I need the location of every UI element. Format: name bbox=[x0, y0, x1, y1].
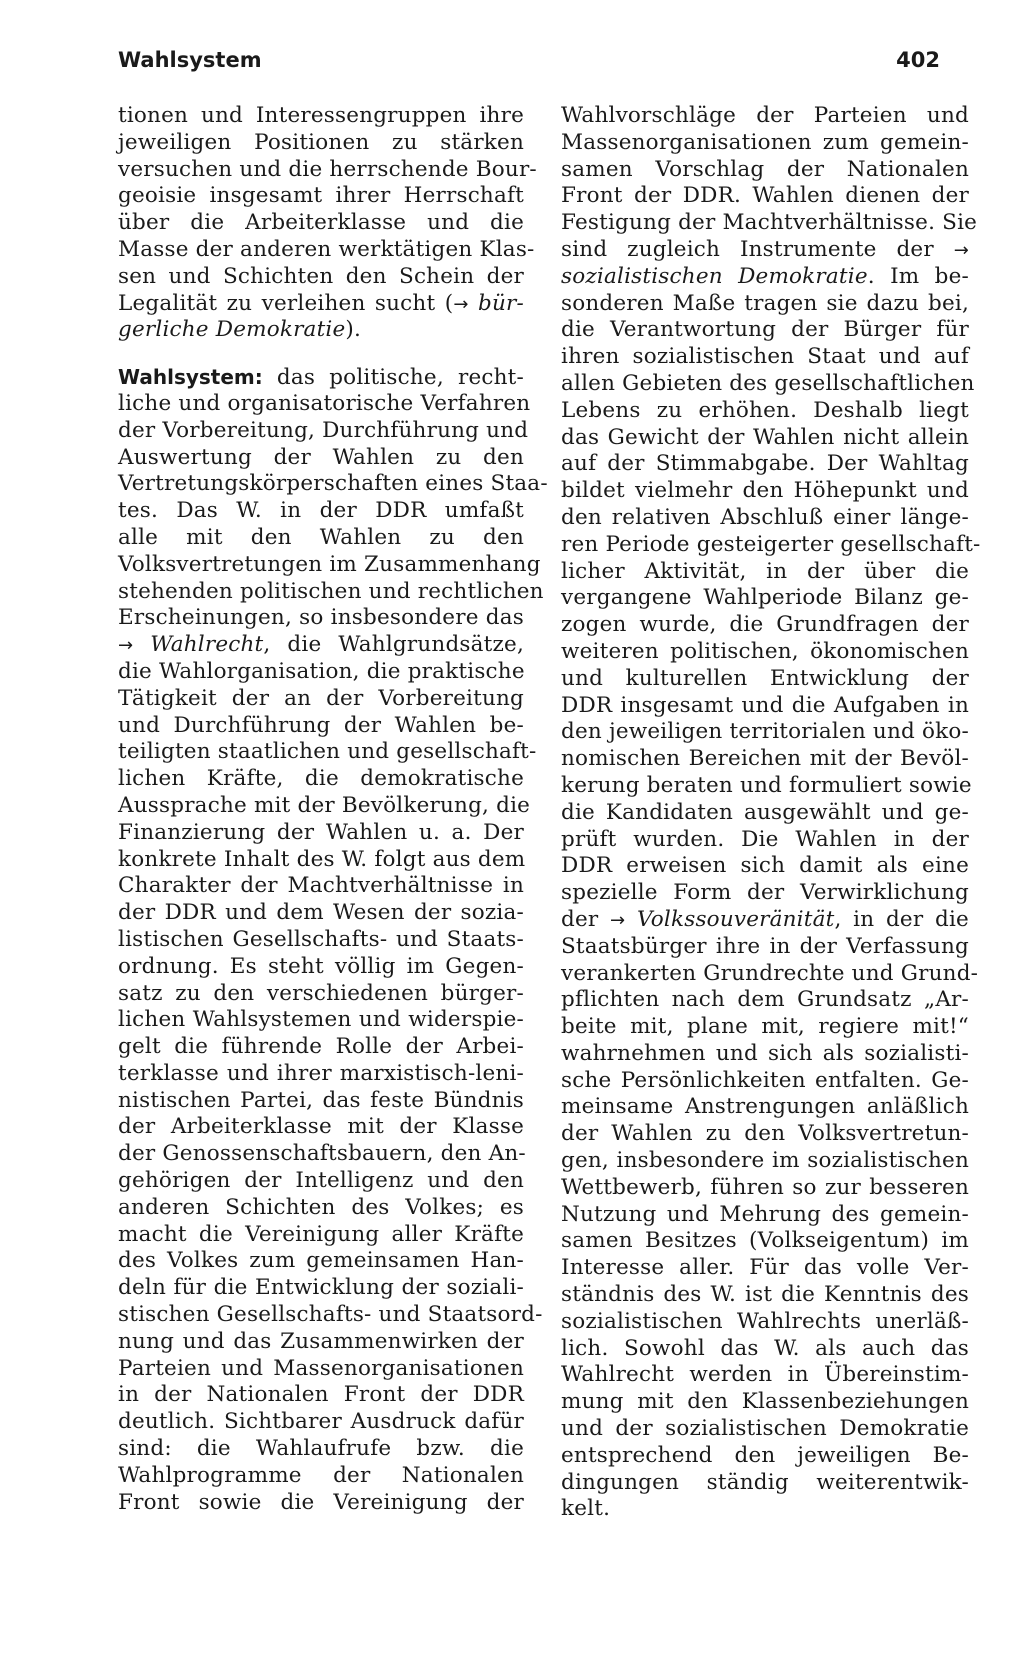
text-line: pflichten nach dem Grundsatz „Ar- bbox=[561, 987, 969, 1013]
text-line: über die Arbeiterklasse und die bbox=[118, 210, 524, 236]
text-line: Parteien und Massenorganisationen bbox=[118, 1355, 524, 1381]
text-line: der Wahlen zu den Volksvertretun- bbox=[561, 1121, 969, 1147]
text-line: macht die Vereinigung aller Kräfte bbox=[118, 1221, 524, 1247]
text-line: lichen Kräfte, die demokratische bbox=[118, 766, 524, 792]
text-line: stehenden politischen und rechtlichen bbox=[118, 578, 544, 604]
text-line: Volksvertretungen im Zusammenhang bbox=[118, 551, 541, 577]
text-line: dingungen ständig weiterentwik- bbox=[561, 1469, 969, 1495]
text-line: stischen Gesellschafts- und Staatsord- bbox=[118, 1302, 543, 1328]
text-line: sonderen Maße tragen sie dazu bei, bbox=[561, 290, 969, 316]
text-line: satz zu den verschiedenen bürger- bbox=[118, 980, 524, 1006]
text-line: den relativen Abschluß einer länge- bbox=[561, 504, 969, 530]
cross-reference-link[interactable]: sozialistischen Demokratie bbox=[561, 263, 868, 289]
text-line: spezielle Form der Verwirklichung bbox=[561, 880, 969, 906]
cross-reference-arrow-icon: → bbox=[118, 635, 134, 657]
text-line: vergangene Wahlperiode Bilanz ge- bbox=[561, 585, 969, 611]
text-line: Nutzung und Mehrung des gemein- bbox=[561, 1201, 969, 1227]
text-line: Front der DDR. Wahlen dienen der bbox=[561, 183, 969, 209]
text-line: verankerten Grundrechte und Grund- bbox=[561, 960, 979, 986]
text-line: geoisie insgesamt ihrer Herrschaft bbox=[118, 183, 524, 209]
text-line: die Verantwortung der Bürger für bbox=[561, 317, 969, 343]
text-line: lichen Wahlsystemen und widerspie- bbox=[118, 1007, 524, 1033]
text-line: gelt die führende Rolle der Arbei- bbox=[118, 1034, 524, 1060]
text-line: wahrnehmen und sich als sozialisti- bbox=[561, 1040, 969, 1066]
text-line: deln für die Entwicklung der soziali- bbox=[118, 1275, 524, 1301]
text-line: die Kandidaten ausgewählt und ge- bbox=[561, 799, 969, 825]
text-line: prüft wurden. Die Wahlen in der bbox=[561, 826, 969, 852]
text-line: Wahlprogramme der Nationalen bbox=[118, 1462, 524, 1488]
cross-reference-arrow-icon: → bbox=[953, 239, 969, 261]
text-line: Wahlrecht werden in Übereinstim- bbox=[561, 1362, 969, 1388]
text-line: Aussprache mit der Bevölkerung, die bbox=[118, 792, 531, 818]
text-line: tes. Das W. in der DDR umfaßt bbox=[118, 498, 524, 524]
text-line: sozialistischen Wahlrechts unerläß- bbox=[561, 1308, 969, 1334]
text-line: allen Gebieten des gesellschaftlichen bbox=[561, 370, 975, 396]
text-line: Legalität zu verleihen sucht (→ bür- bbox=[118, 290, 524, 316]
text-line: Massenorganisationen zum gemein- bbox=[561, 129, 969, 155]
entry-headword: Wahlsystem: bbox=[118, 365, 263, 390]
text-line: das Gewicht der Wahlen nicht allein bbox=[561, 424, 969, 450]
text-line: entsprechend den jeweiligen Be- bbox=[561, 1442, 969, 1468]
text-line: tionen und Interessengruppen ihre bbox=[118, 103, 524, 128]
cross-reference-arrow-icon: → bbox=[453, 293, 469, 315]
cross-reference-link[interactable]: Wahlrecht bbox=[150, 632, 264, 658]
text-line: ren Periode gesteigerter gesellschaft- bbox=[561, 531, 981, 557]
text-line: alle mit den Wahlen zu den bbox=[118, 524, 524, 550]
text-line: Vertretungskörperschaften eines Staa- bbox=[118, 471, 548, 497]
text-line: sozialistischen Demokratie. Im be- bbox=[561, 263, 970, 289]
text-line: lich. Sowohl das W. als auch das bbox=[561, 1335, 969, 1361]
text-line: auf der Stimmabgabe. Der Wahltag bbox=[561, 451, 969, 477]
text-line: bildet vielmehr den Höhepunkt und bbox=[561, 478, 969, 504]
text-line: anderen Schichten des Volkes; es bbox=[118, 1194, 524, 1220]
text-line: nistischen Partei, das feste Bündnis bbox=[118, 1087, 524, 1113]
text-line: die Wahlorganisation, die praktische bbox=[118, 658, 525, 684]
left-column bbox=[118, 103, 548, 1516]
text-line: in der Nationalen Front der DDR bbox=[118, 1382, 524, 1408]
text-line: licher Aktivität, in der über die bbox=[561, 558, 969, 584]
text-line: und kulturellen Entwicklung der bbox=[561, 665, 969, 691]
text-line: Front sowie die Vereinigung der bbox=[118, 1489, 524, 1515]
entry-first-line: Wahlsystem: das politische, recht- bbox=[118, 365, 524, 391]
text-line: sen und Schichten den Schein der bbox=[118, 263, 524, 289]
text-line: den jeweiligen territorialen und öko- bbox=[561, 719, 969, 745]
text-line: Charakter der Machtverhältnisse in bbox=[118, 873, 524, 899]
text-line: der Arbeiterklasse mit der Klasse bbox=[118, 1114, 524, 1140]
text-line: Erscheinungen, so insbesondere das bbox=[118, 605, 524, 631]
text-line: → Wahlrecht, die Wahlgrundsätze, bbox=[118, 632, 524, 658]
text-line: Wahlvorschläge der Parteien und bbox=[561, 103, 969, 128]
text-line: Festigung der Machtverhältnisse. Sie bbox=[561, 210, 978, 236]
text-line: deutlich. Sichtbarer Ausdruck dafür bbox=[118, 1409, 524, 1435]
text-line: und Durchführung der Wahlen be- bbox=[118, 712, 524, 738]
text-line: mung mit den Klassenbeziehungen bbox=[561, 1389, 969, 1415]
cross-reference-arrow-icon: → bbox=[610, 909, 626, 931]
page-number: 402 bbox=[896, 48, 940, 72]
text-line: gehörigen der Intelligenz und den bbox=[118, 1168, 524, 1194]
text-line: und der sozialistischen Demokratie bbox=[561, 1416, 969, 1442]
text-line: zogen wurde, die Grundfragen der bbox=[561, 612, 969, 638]
text-line: sind zugleich Instrumente der → bbox=[561, 236, 969, 262]
text-line: DDR erweisen sich damit als eine bbox=[561, 853, 969, 879]
text-line: ordnung. Es steht völlig im Gegen- bbox=[118, 953, 524, 979]
text-line: Staatsbürger ihre in der Verfassung bbox=[561, 933, 969, 959]
text-line: nomischen Bereichen mit der Bevöl- bbox=[561, 746, 969, 772]
text-line: weiteren politischen, ökonomischen bbox=[561, 638, 969, 664]
text-line: der Genossenschaftsbauern, den An- bbox=[118, 1141, 526, 1167]
text-line: des Volkes zum gemeinsamen Han- bbox=[118, 1248, 524, 1274]
text-line: Auswertung der Wahlen zu den bbox=[118, 444, 524, 470]
text-line: terklasse und ihrer marxistisch-leni- bbox=[118, 1060, 524, 1086]
text-line: teiligten staatlichen und gesellschaft- bbox=[118, 739, 537, 765]
text-line: der Vorbereitung, Durchführung und bbox=[118, 417, 529, 443]
text-line: samen Vorschlag der Nationalen bbox=[561, 156, 969, 182]
header-title: Wahlsystem bbox=[118, 48, 262, 72]
cross-reference-link[interactable]: gerliche Demokratie bbox=[118, 317, 346, 343]
text-line: sche Persönlichkeiten entfalten. Ge- bbox=[561, 1067, 969, 1093]
text-line: gerliche Demokratie). bbox=[118, 317, 362, 343]
text-line: Interesse aller. Für das volle Ver- bbox=[561, 1255, 969, 1281]
cross-reference-link[interactable]: Volkssouveränität bbox=[637, 906, 835, 932]
text-line: gen, insbesondere im sozialistischen bbox=[561, 1148, 969, 1174]
text-line: ständnis des W. ist die Kenntnis des bbox=[561, 1282, 969, 1308]
cross-reference-link[interactable]: bür- bbox=[478, 290, 524, 316]
text-line: liche und organisatorische Verfahren bbox=[118, 390, 531, 416]
running-head bbox=[118, 48, 940, 72]
text-line: Tätigkeit der an der Vorbereitung bbox=[118, 685, 524, 711]
text-line: konkrete Inhalt des W. folgt aus dem bbox=[118, 846, 526, 872]
text-line: nung und das Zusammenwirken der bbox=[118, 1328, 524, 1354]
text-line: kerung beraten und formuliert sowie bbox=[561, 772, 972, 798]
text-line: listischen Gesellschafts- und Staats- bbox=[118, 926, 524, 952]
text-line: ihren sozialistischen Staat und auf bbox=[561, 344, 969, 370]
text-line: der DDR und dem Wesen der sozia- bbox=[118, 900, 524, 926]
text-line: kelt. bbox=[561, 1496, 611, 1522]
text-line: Finanzierung der Wahlen u. a. Der bbox=[118, 819, 524, 845]
text-line: Lebens zu erhöhen. Deshalb liegt bbox=[561, 397, 969, 423]
right-column bbox=[561, 103, 981, 1523]
text-line: der → Volkssouveränität, in der die bbox=[561, 906, 969, 932]
text-line: Wettbewerb, führen so zur besseren bbox=[561, 1174, 969, 1200]
text-line: meinsame Anstrengungen anläßlich bbox=[561, 1094, 969, 1120]
text-line: versuchen und die herrschende Bour- bbox=[118, 156, 537, 182]
text-line: samen Besitzes (Volkseigentum) im bbox=[561, 1228, 969, 1254]
text-line: beite mit, plane mit, regiere mit!“ bbox=[561, 1014, 969, 1040]
text-line: jeweiligen Positionen zu stärken bbox=[118, 129, 524, 155]
text-line: DDR insgesamt und die Aufgaben in bbox=[561, 692, 969, 718]
text-line: Masse der anderen werktätigen Klas- bbox=[118, 236, 535, 262]
text-line: sind: die Wahlaufrufe bzw. die bbox=[118, 1436, 524, 1462]
